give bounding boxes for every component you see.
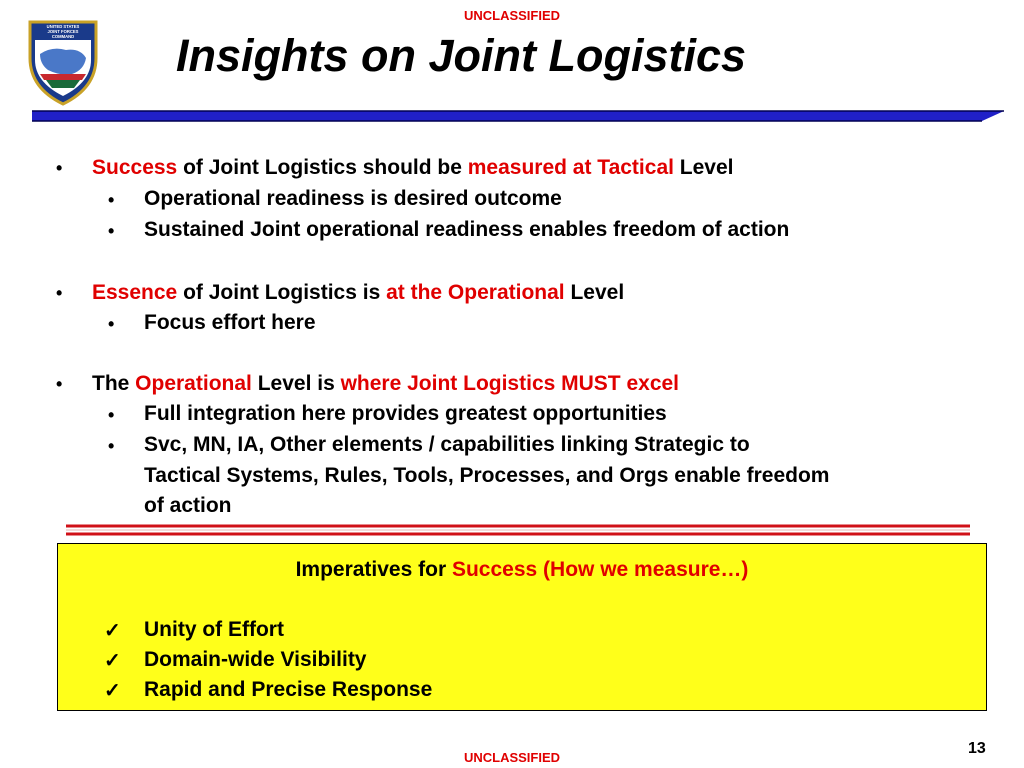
text-measured-at-tactical: measured at Tactical [467, 156, 674, 179]
text-operational: Operational [135, 372, 252, 395]
imperative-rapid-precise-response: Rapid and Precise Response [144, 678, 433, 701]
sub-bullet: • [108, 436, 115, 456]
text: Level is [251, 372, 341, 395]
sub-bullet-svc-line-3: of action [144, 494, 232, 517]
checkmark-icon: ✓ [104, 680, 121, 702]
text: Level [673, 156, 734, 179]
text: Imperatives for [295, 558, 452, 581]
checkmark-icon: ✓ [104, 620, 121, 642]
text-essence: Essence [92, 281, 178, 304]
jfcom-seal-icon [26, 18, 100, 106]
imperatives-box [57, 543, 987, 711]
text: The [92, 372, 136, 395]
bullet-3: • [56, 374, 63, 394]
bullet-operational-must-excel [92, 372, 679, 396]
text-success: Success [92, 156, 178, 179]
text: of Joint Logistics is [177, 281, 387, 304]
sub-bullet-focus-effort: Focus effort here [144, 311, 316, 334]
text-success-how-we-measure: Success (How we measure…) [451, 558, 749, 581]
bullet-2: • [56, 283, 63, 303]
imperative-domain-wide-visibility: Domain-wide Visibility [144, 648, 367, 671]
classification-top: UNCLASSIFIED [463, 8, 561, 23]
sub-bullet: • [108, 405, 115, 425]
classification-bottom: UNCLASSIFIED [463, 750, 561, 765]
text: Level [564, 281, 625, 304]
text: of Joint Logistics should be [177, 156, 468, 179]
imperatives-heading [58, 558, 986, 582]
imperative-unity-of-effort: Unity of Effort [144, 618, 284, 641]
sub-bullet-operational-readiness: Operational readiness is desired outcome [144, 187, 562, 210]
bullet-1: • [56, 158, 63, 178]
sub-bullet-svc-line-1: Svc, MN, IA, Other elements / capabilities linking Strategic to [144, 433, 750, 456]
text-at-the-operational: at the Operational [386, 281, 565, 304]
sub-bullet-sustained-readiness: Sustained Joint operational readiness enables freedom of action [144, 218, 790, 241]
sub-bullet: • [108, 190, 115, 210]
checkmark-icon: ✓ [104, 650, 121, 672]
sub-bullet-svc-line-2: Tactical Systems, Rules, Tools, Processes, and Orgs enable freedom [144, 464, 830, 487]
sub-bullet: • [108, 221, 115, 241]
double-red-separator [66, 524, 970, 538]
svg-text:JOINT FORCES: JOINT FORCES [47, 29, 79, 34]
bullet-success-tactical [92, 156, 734, 180]
bullet-essence-operational [92, 281, 624, 305]
page-number: 13 [968, 740, 986, 757]
title-underline-bar [32, 110, 1004, 122]
slide-title: Insights on Joint Logistics [176, 30, 747, 81]
sub-bullet: • [108, 314, 115, 334]
svg-text:COMMAND: COMMAND [51, 34, 75, 39]
sub-bullet-full-integration: Full integration here provides greatest opportunities [144, 402, 667, 425]
svg-text:UNITED STATES: UNITED STATES [46, 24, 80, 29]
text-where-joint-logistics-must-excel: where Joint Logistics MUST excel [340, 372, 680, 395]
